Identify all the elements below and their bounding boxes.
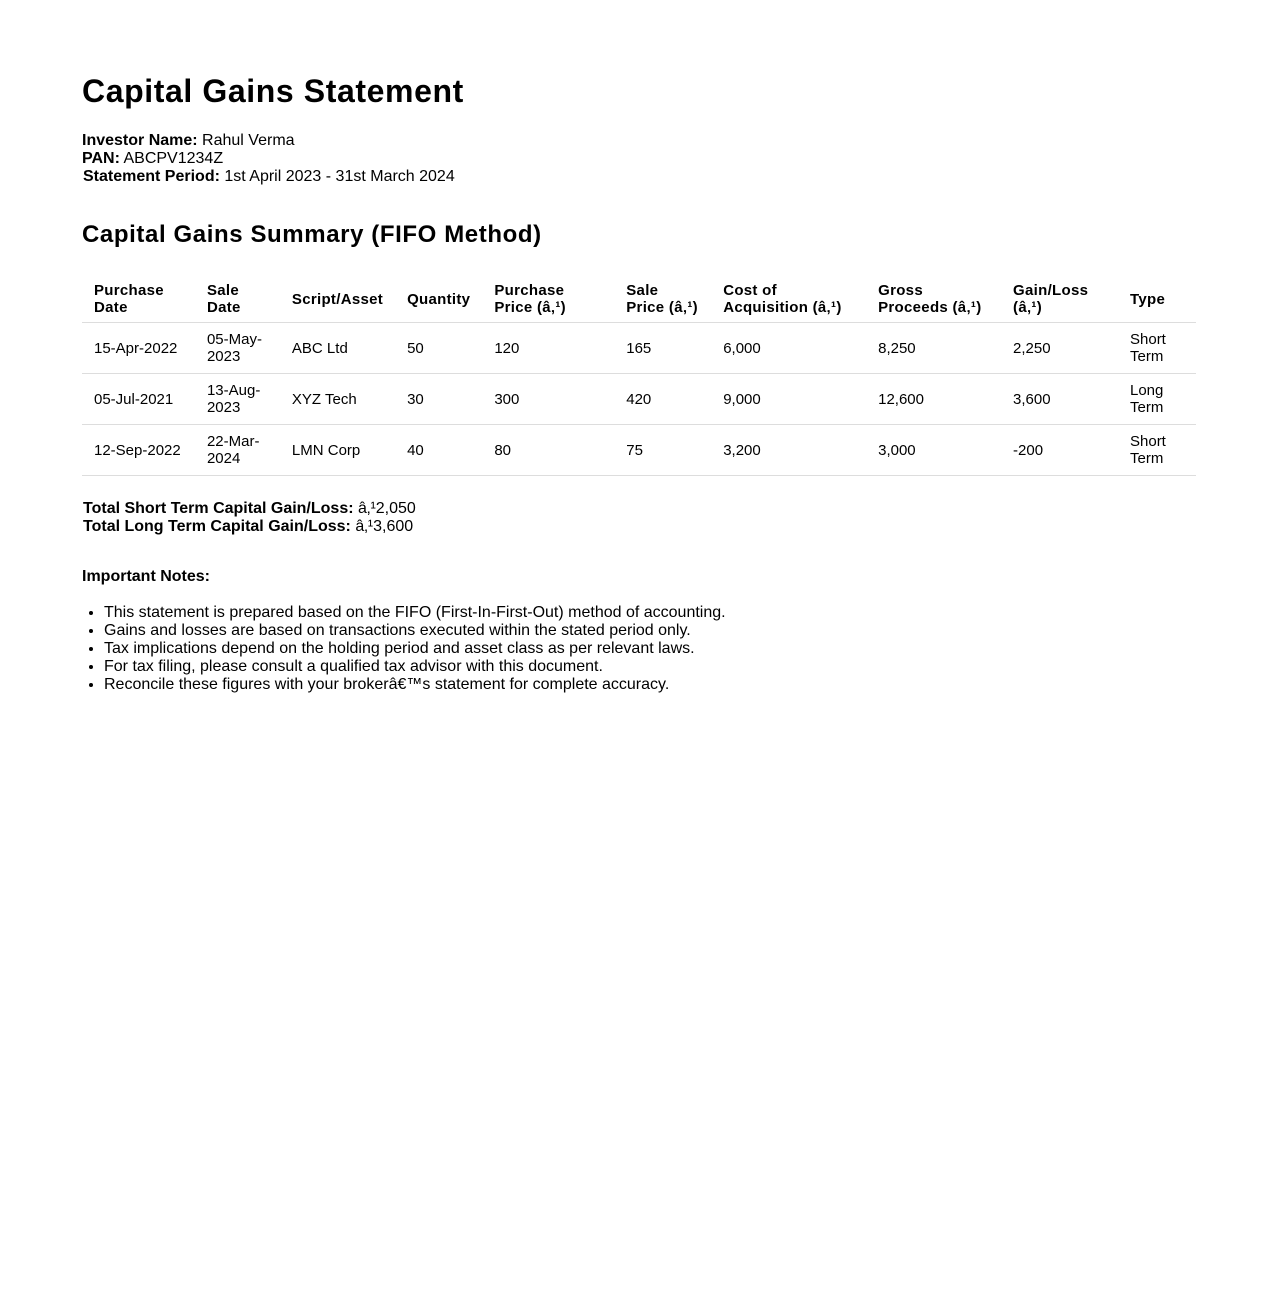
column-header-line: Purchase bbox=[494, 282, 565, 299]
table-cell-line: Short bbox=[1130, 331, 1166, 348]
table-cell bbox=[482, 374, 614, 425]
table-cell bbox=[482, 323, 614, 374]
table-cell bbox=[1118, 323, 1196, 374]
table-cell bbox=[866, 374, 1001, 425]
total-short-term-label: Total Short Term Capital Gain/Loss: bbox=[83, 500, 354, 517]
statement-period-row bbox=[82, 168, 1196, 186]
column-header bbox=[280, 276, 395, 323]
table-cell-line: 9,000 bbox=[723, 390, 761, 408]
table-cell-line: 22-Mar- bbox=[206, 433, 260, 450]
note-item: • Reconcile these figures with your brokerâ€™s statement for complete accuracy. bbox=[104, 676, 1196, 694]
table-cell bbox=[1001, 323, 1118, 374]
table-cell bbox=[711, 374, 866, 425]
table-row bbox=[82, 425, 1196, 476]
table-cell bbox=[395, 323, 482, 374]
table-cell-line: 3,200 bbox=[723, 441, 761, 459]
table-cell bbox=[395, 374, 482, 425]
table-cell bbox=[711, 323, 866, 374]
column-header-line: Date bbox=[94, 299, 128, 316]
total-short-term-row bbox=[82, 500, 1196, 518]
statement-period-label: Statement Period: bbox=[83, 168, 220, 185]
table-cell bbox=[614, 425, 711, 476]
table-cell-line: 30 bbox=[407, 390, 424, 408]
table-cell-line: 2023 bbox=[206, 348, 241, 365]
statement-period-value: 1st April 2023 - 31st March 2024 bbox=[224, 168, 455, 185]
page-title: Capital Gains Statement bbox=[82, 73, 464, 109]
capital-gains-table bbox=[82, 276, 1196, 476]
summary-title: Capital Gains Summary (FIFO Method) bbox=[82, 221, 542, 248]
table-cell bbox=[866, 425, 1001, 476]
table-cell bbox=[82, 323, 195, 374]
table-cell bbox=[82, 425, 195, 476]
table-cell-line: 2,250 bbox=[1013, 339, 1051, 357]
column-header bbox=[866, 276, 1001, 323]
table-cell bbox=[1001, 425, 1118, 476]
table-cell bbox=[711, 425, 866, 476]
column-header-line: Proceeds (â‚¹) bbox=[878, 299, 982, 316]
note-item: • For tax filing, please consult a qualified tax advisor with this document. bbox=[104, 658, 1196, 676]
total-long-term-label: Total Long Term Capital Gain/Loss: bbox=[83, 518, 351, 535]
table-cell-line: 300 bbox=[494, 390, 520, 408]
investor-name-label: Investor Name: bbox=[82, 132, 198, 149]
note-item: • This statement is prepared based on the FIFO (First-In-First-Out) method of accounting. bbox=[104, 604, 1196, 622]
column-header-line: Type bbox=[1130, 290, 1166, 308]
table-cell-line: 12-Sep-2022 bbox=[94, 441, 181, 459]
table-cell-line: Long bbox=[1130, 382, 1164, 399]
table-cell-line: Term bbox=[1130, 450, 1164, 467]
column-header bbox=[614, 276, 711, 323]
table-header-row bbox=[82, 276, 1196, 323]
table-cell bbox=[1118, 425, 1196, 476]
column-header-line: Acquisition (â‚¹) bbox=[723, 299, 842, 316]
table-cell bbox=[1001, 374, 1118, 425]
table-cell-line: 50 bbox=[407, 339, 424, 357]
pan-label: PAN: bbox=[82, 150, 120, 167]
pan-row bbox=[82, 150, 1196, 168]
investor-info bbox=[82, 132, 1196, 186]
table-cell-line: 2024 bbox=[206, 450, 241, 467]
column-header-line: Sale bbox=[206, 282, 240, 299]
table-cell-line: LMN Corp bbox=[291, 441, 361, 459]
totals-block bbox=[82, 500, 1196, 536]
column-header-line: Sale bbox=[626, 282, 659, 299]
total-long-term-value: â‚¹3,600 bbox=[355, 518, 414, 535]
column-header-line: Purchase bbox=[94, 282, 164, 299]
table-cell-line: 12,600 bbox=[878, 390, 924, 408]
note-item: • Gains and losses are based on transactions executed within the stated period only. bbox=[104, 622, 1196, 640]
table-cell bbox=[614, 323, 711, 374]
table-body bbox=[82, 323, 1196, 476]
column-header-line: Cost of bbox=[723, 282, 777, 299]
table-cell-line: 420 bbox=[626, 390, 652, 408]
table-cell-line: 3,000 bbox=[878, 441, 916, 459]
column-header bbox=[482, 276, 614, 323]
investor-name-value: Rahul Verma bbox=[202, 132, 295, 149]
table-cell bbox=[866, 323, 1001, 374]
notes-heading: Important Notes: bbox=[82, 568, 210, 585]
table-cell bbox=[195, 323, 280, 374]
column-header-line: Gross bbox=[878, 282, 923, 299]
table-cell-line: Term bbox=[1130, 399, 1164, 416]
table-row bbox=[82, 323, 1196, 374]
table-cell bbox=[280, 374, 395, 425]
table-cell-line: Short bbox=[1130, 433, 1166, 450]
table-cell-line: 40 bbox=[407, 441, 424, 459]
table-cell-line: ABC Ltd bbox=[291, 339, 348, 357]
table-cell bbox=[195, 425, 280, 476]
table-cell-line: 6,000 bbox=[723, 339, 761, 357]
table-cell-line: -200 bbox=[1013, 441, 1044, 459]
table-cell-line: XYZ Tech bbox=[291, 390, 357, 408]
table-cell-line: 165 bbox=[626, 339, 652, 357]
pan-value: ABCPV1234Z bbox=[123, 150, 224, 167]
column-header-line: Script/Asset bbox=[291, 290, 384, 308]
table-cell bbox=[614, 374, 711, 425]
note-item: • Tax implications depend on the holding period and asset class as per relevant laws. bbox=[104, 640, 1196, 658]
column-header bbox=[711, 276, 866, 323]
column-header-line: Quantity bbox=[407, 290, 471, 308]
column-header bbox=[195, 276, 280, 323]
table-cell bbox=[280, 425, 395, 476]
total-long-term-row bbox=[82, 518, 1196, 536]
notes-list bbox=[82, 604, 1196, 694]
table-cell-line: 13-Aug- bbox=[206, 382, 261, 399]
investor-name-row bbox=[82, 132, 1196, 150]
table-cell bbox=[395, 425, 482, 476]
table-row bbox=[82, 374, 1196, 425]
table-cell-line: 80 bbox=[494, 441, 511, 459]
table-cell-line: 05-Jul-2021 bbox=[94, 390, 174, 408]
table-cell-line: 15-Apr-2022 bbox=[94, 339, 178, 357]
table-cell-line: 75 bbox=[626, 441, 643, 459]
table-cell-line: 120 bbox=[494, 339, 520, 357]
table-cell-line: 05-May- bbox=[206, 331, 262, 348]
table-cell bbox=[195, 374, 280, 425]
column-header-line: Price (â‚¹) bbox=[626, 299, 698, 316]
table-cell-line: 3,600 bbox=[1013, 390, 1051, 408]
total-short-term-value: â‚¹2,050 bbox=[358, 500, 416, 517]
column-header-line: (â‚¹) bbox=[1013, 299, 1043, 316]
column-header bbox=[395, 276, 482, 323]
column-header-line: Price (â‚¹) bbox=[494, 299, 566, 316]
column-header-line: Gain/Loss bbox=[1013, 282, 1089, 299]
table-cell-line: Term bbox=[1130, 348, 1164, 365]
table-cell-line: 2023 bbox=[206, 399, 241, 416]
table-cell bbox=[482, 425, 614, 476]
column-header bbox=[1001, 276, 1118, 323]
table-cell bbox=[82, 374, 195, 425]
column-header bbox=[82, 276, 195, 323]
table-cell bbox=[280, 323, 395, 374]
column-header-line: Date bbox=[206, 299, 241, 316]
table-cell bbox=[1118, 374, 1196, 425]
table-cell-line: 8,250 bbox=[878, 339, 916, 357]
column-header bbox=[1118, 276, 1196, 323]
